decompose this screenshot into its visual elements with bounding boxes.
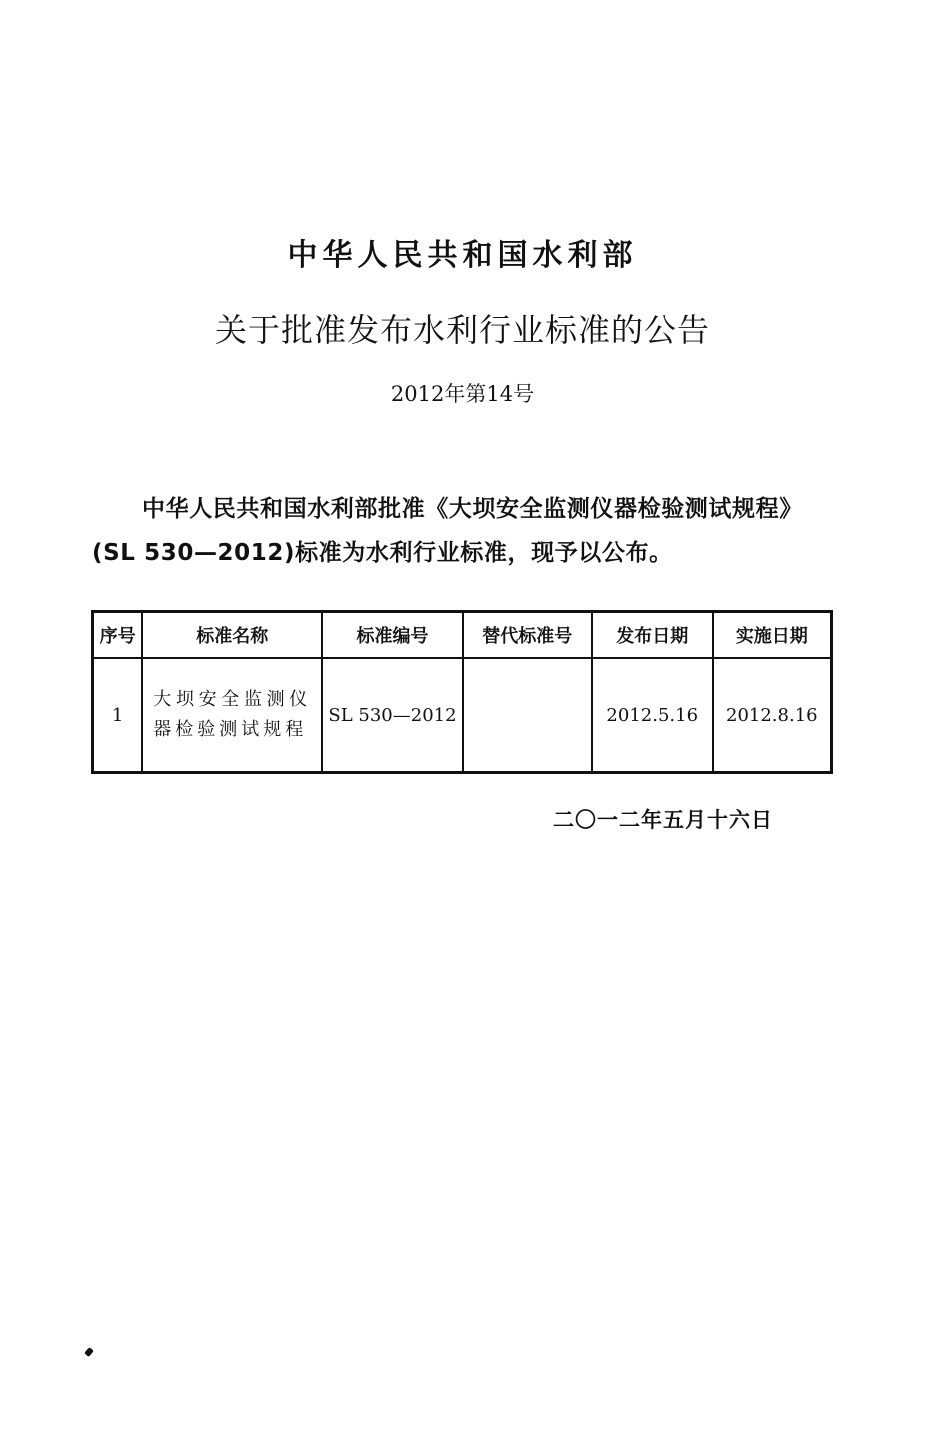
table-row — [93, 658, 832, 773]
announcement-number: 2012年第14号 — [390, 382, 535, 406]
table-header-row — [93, 612, 832, 659]
cell-code: SL 530—2012 — [322, 658, 462, 773]
cell-publish-date: 2012.5.16 — [592, 658, 713, 773]
scan-speck — [84, 1347, 94, 1357]
cell-replaces — [463, 658, 592, 773]
header-index: 序号 — [93, 612, 143, 659]
header-effective-date: 实施日期 — [713, 612, 832, 659]
cell-name: 大坝安全监测仪器检验测试规程 — [142, 658, 322, 773]
header-publish-date: 发布日期 — [592, 612, 713, 659]
standards-table — [91, 610, 833, 774]
header-code: 标准编号 — [322, 612, 462, 659]
announcement-title: 关于批准发布水利行业标准的公告 — [214, 311, 710, 349]
header-replaces: 替代标准号 — [463, 612, 592, 659]
cell-index: 1 — [93, 658, 143, 773]
ministry-heading: 中华人民共和国水利部 — [287, 238, 638, 273]
announcement-paragraph: 中华人民共和国水利部批准《大坝安全监测仪器检验测试规程》(SL 530—2012)标准为水利行业标准，现予以公布。 — [92, 496, 803, 566]
header-name: 标准名称 — [142, 612, 322, 659]
signature-date: 二〇一二年五月十六日 — [553, 808, 773, 832]
cell-effective-date: 2012.8.16 — [713, 658, 832, 773]
